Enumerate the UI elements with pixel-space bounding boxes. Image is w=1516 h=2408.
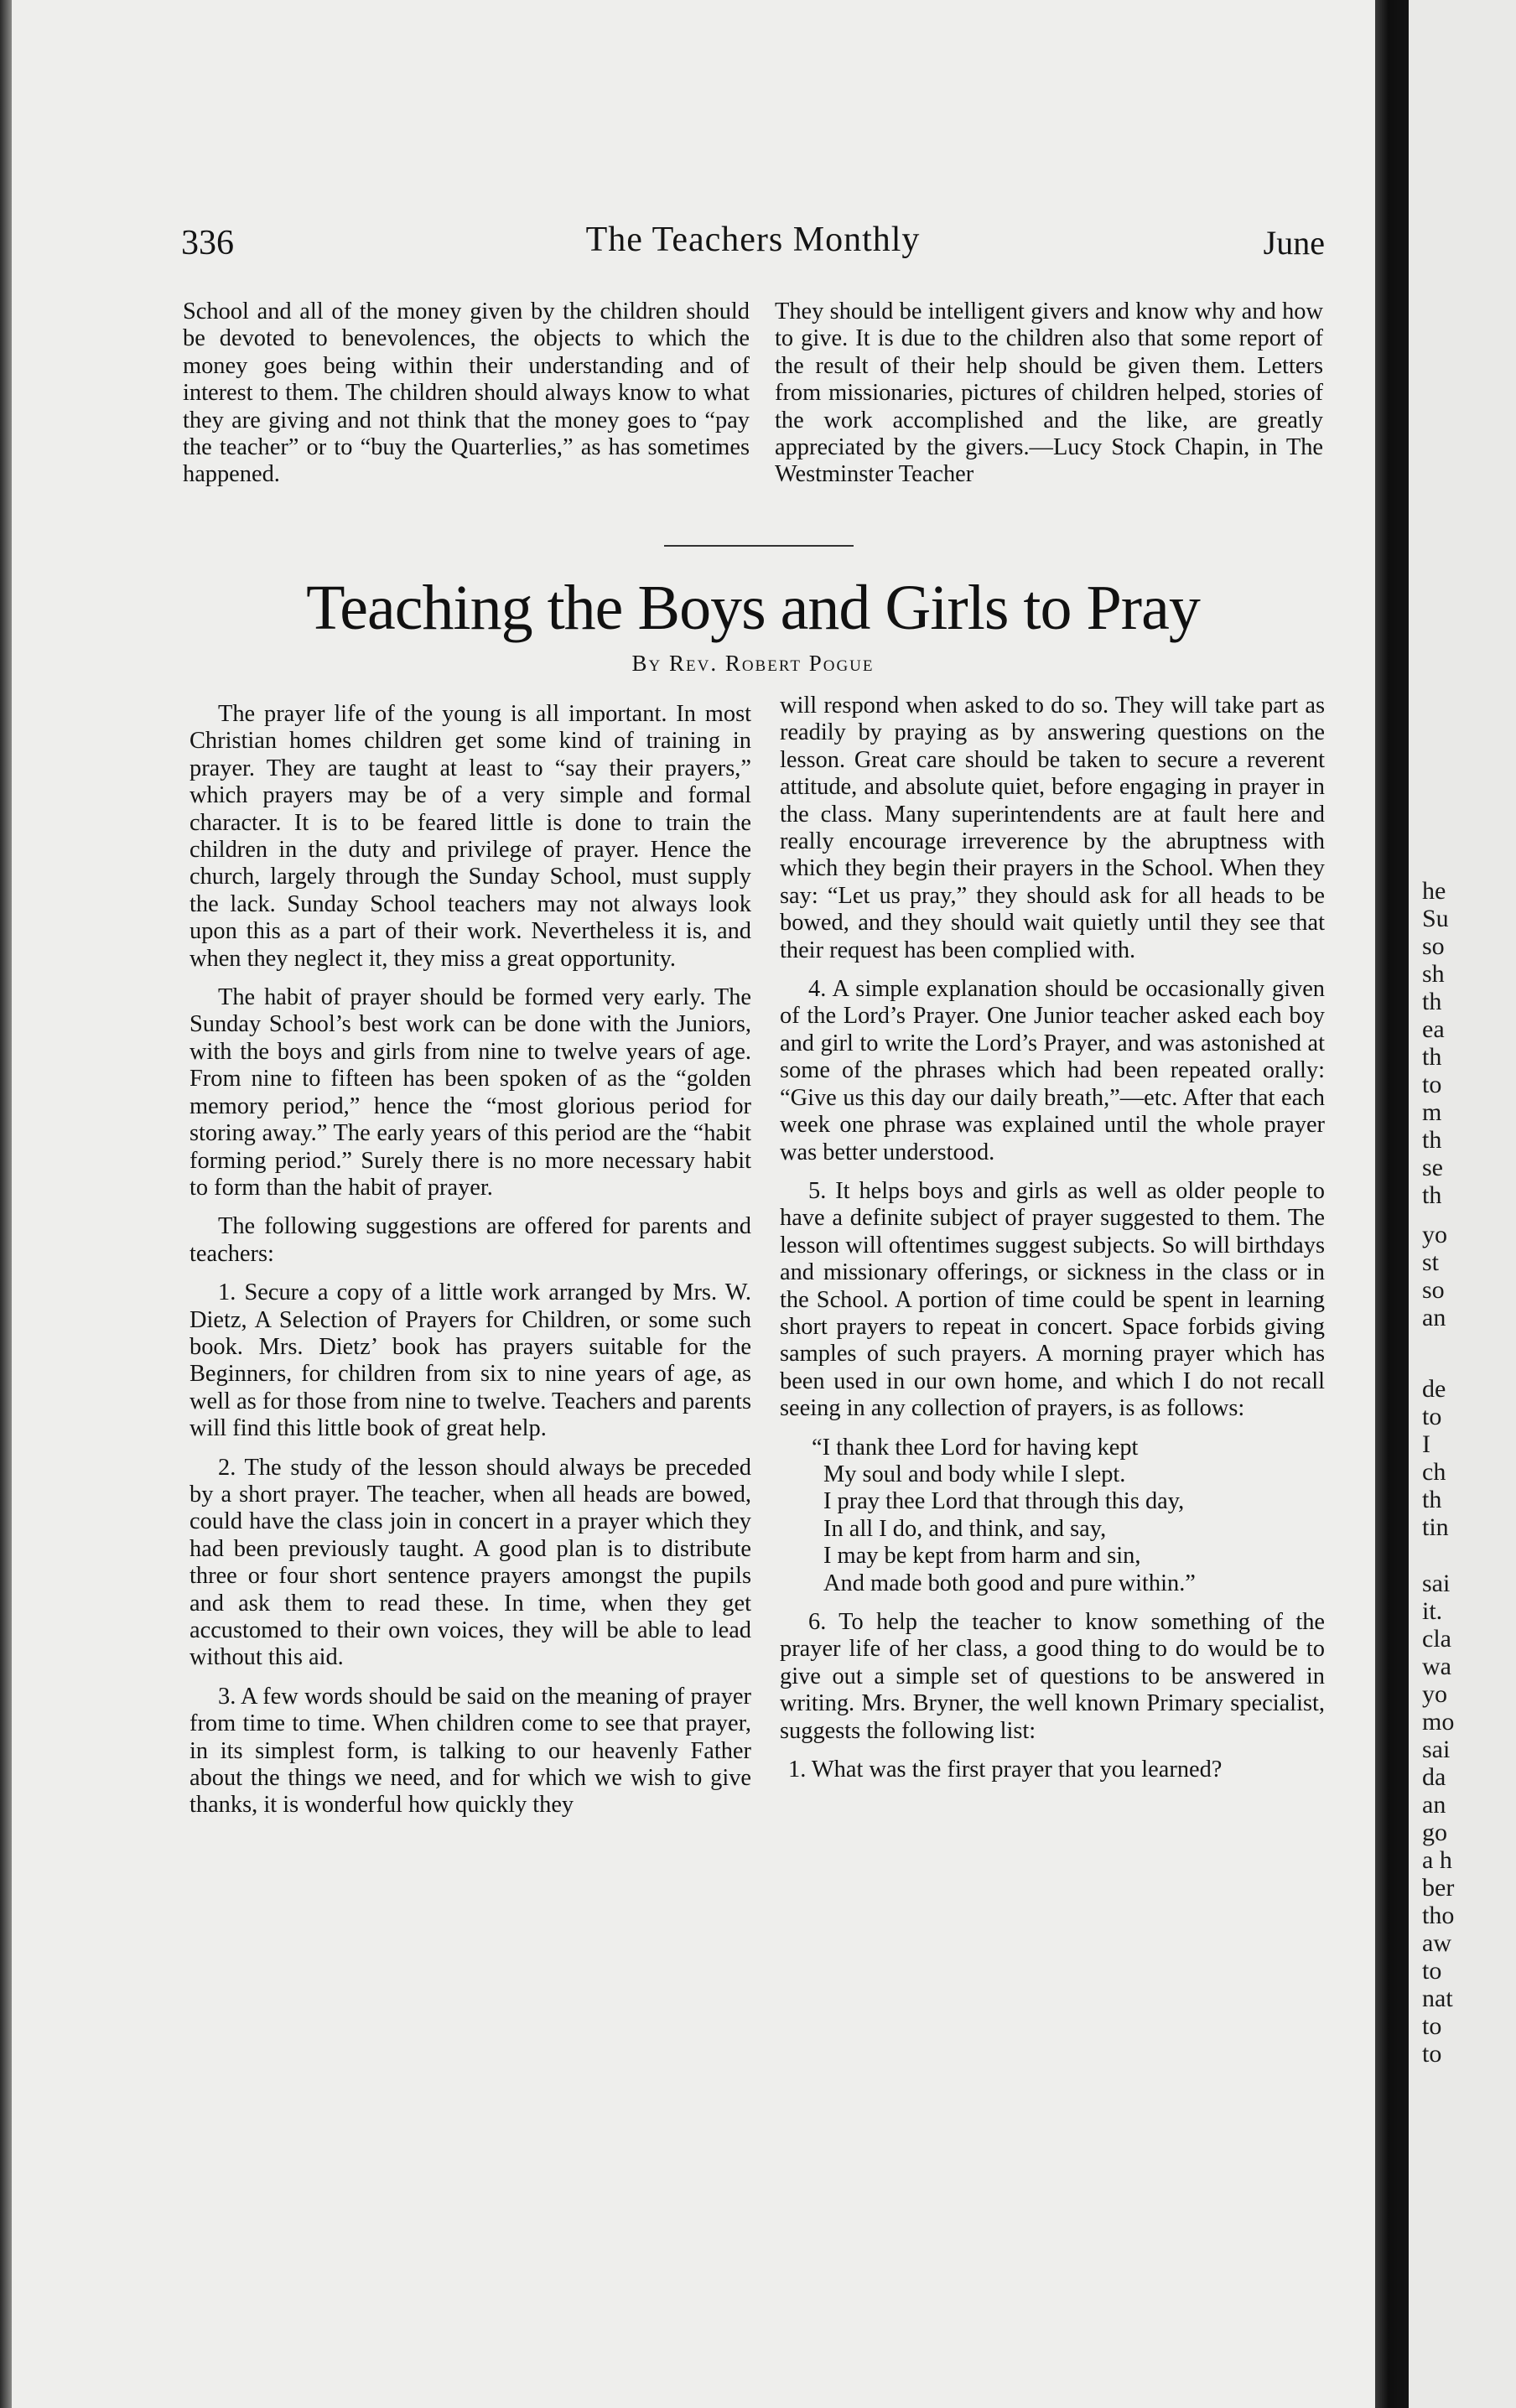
next-page-fragment: st <box>1422 1248 1440 1276</box>
next-page-fragment: m <box>1422 1098 1442 1126</box>
article-paragraph: will respond when asked to do so. They will take part as readily by praying as by answering questions on the lesson. Great care should be taken to secure a reverent attitude, and absolute quiet, before engaging in prayer in the class. Many superintendents are at fault here and really encourage irreverence by the abruptness with which they begin their prayers in the School. When they say: “Let us pray,” they should ask for all heads to be bowed, and they should wait quietly until they see that their request has been complied with. <box>780 693 1325 963</box>
next-page-fragment: aw <box>1422 1929 1451 1957</box>
next-page-fragment: go <box>1422 1819 1447 1846</box>
previous-article-paragraph: School and all of the money given by the children should be devoted to benevolences, the objects to which the money goes being within their understanding and of interest to them. The children should always know to what they are giving and not think that the money goes to “pay the teacher” or to “buy the Quarterlies,” as has sometimes happened. <box>183 298 750 488</box>
poem-line: I may be kept from harm and sin, <box>823 1543 1141 1570</box>
article-byline: By Rev. Robert Pogue <box>631 651 875 676</box>
next-page-fragment: da <box>1422 1763 1446 1791</box>
suggestion-6: 6. To help the teacher to know something of the prayer life of her class, a good thing to do would be to give out a simple set of questions to be answered in writing. Mrs. Bryner, the well known Primary specialist, suggests the following list: <box>780 1609 1325 1744</box>
scan-edge <box>0 0 12 2408</box>
page-number: 336 <box>181 224 234 262</box>
poem-line: In all I do, and think, and say, <box>823 1515 1107 1542</box>
next-page-fragment: an <box>1422 1304 1446 1331</box>
next-page-fragment: to <box>1422 1957 1442 1985</box>
article-paragraph: The prayer life of the young is all important. In most Christian homes children get some kind of training in prayer. They are taught at least to “say their prayers,” which prayers may be of a very simple and formal character. It is to be feared little is done to train the children in the duty and privilege of prayer. Hence the church, largely through the Sunday School, must supply the lack. Sunday School teachers may not always look upon this as a part of their work. Nevertheless it is, and when they neglect it, they miss a great opportunity. <box>190 701 751 972</box>
next-page-fragment: th <box>1422 988 1442 1015</box>
next-page-fragment: th <box>1422 1486 1442 1513</box>
next-page-fragment: de <box>1422 1375 1446 1403</box>
next-page-fragment: yo <box>1422 1680 1447 1708</box>
next-page-fragment: a h <box>1422 1846 1452 1874</box>
next-page-fragment: so <box>1422 932 1445 960</box>
next-page-fragment: ea <box>1422 1015 1445 1043</box>
previous-article-left-column <box>183 298 750 501</box>
next-page-fragment: ch <box>1422 1458 1446 1486</box>
next-page-fragment: so <box>1422 1276 1445 1304</box>
next-page-fragment: nat <box>1422 1985 1453 2012</box>
book-gutter <box>1375 0 1409 2408</box>
suggestion-4: 4. A simple explanation should be occasionally given of the Lord’s Prayer. One Junior teacher asked each boy and girl to write the Lord’s Prayer, and was astonished at some of the phrases which had been repeated orally: “Give us this day our daily breath,”—etc. After that each week one phrase was explained until the whole prayer was better understood. <box>780 976 1325 1165</box>
next-page-fragment: cla <box>1422 1625 1451 1653</box>
article-left-column <box>190 701 751 1831</box>
next-page-fragment: yo <box>1422 1221 1447 1248</box>
section-divider <box>664 545 854 547</box>
poem-line: And made both good and pure within.” <box>823 1570 1196 1596</box>
next-page-fragment: tho <box>1422 1902 1455 1929</box>
next-page-fragment: sai <box>1422 1736 1451 1763</box>
question-1: 1. What was the first prayer that you learned? <box>788 1757 1223 1783</box>
poem-line: I pray thee Lord that through this day, <box>823 1488 1185 1515</box>
next-page-fragment: Su <box>1422 905 1449 932</box>
suggestion-2: 2. The study of the lesson should always be preceded by a short prayer. The teacher, when all heads are bowed, could have the class join in concert in a prayer which they had been previously taught. A good plan is to distribute three or four short sentence prayers amongst the pupils and ask them to read these. In time, when they get accustomed to their own voices, they will be able to lead without this aid. <box>190 1454 751 1671</box>
next-page-fragment: to <box>1422 2012 1442 2040</box>
next-page-fragment: mo <box>1422 1708 1455 1736</box>
next-page-fragment: to <box>1422 1071 1442 1098</box>
suggestion-1: 1. Secure a copy of a little work arranged by Mrs. W. Dietz, A Selection of Prayers for Children, or some such book. Mrs. Dietz’ book has prayers suitable for the Beginners, for children from six to nine years of age, as well as for those from nine to twelve. Teachers and parents will find this little book of great help. <box>190 1279 751 1442</box>
next-page-fragment: tin <box>1422 1513 1449 1541</box>
next-page-fragment: th <box>1422 1126 1442 1154</box>
next-page-fragment: sh <box>1422 960 1445 988</box>
article-title: Teaching the Boys and Girls to Pray <box>306 573 1200 643</box>
next-page-fragment: se <box>1422 1154 1443 1181</box>
article-paragraph: The following suggestions are offered for parents and teachers: <box>190 1213 751 1267</box>
next-page-fragment: th <box>1422 1181 1442 1209</box>
next-page-fragment: wa <box>1422 1653 1451 1680</box>
running-head <box>181 220 1325 263</box>
previous-article-right-column <box>775 298 1323 501</box>
next-page-edge <box>1409 0 1516 2408</box>
next-page-fragment: ber <box>1422 1874 1455 1902</box>
next-page-fragment: it. <box>1422 1597 1443 1625</box>
poem-line: “I thank thee Lord for having kept <box>812 1434 1139 1461</box>
article-paragraph: The habit of prayer should be formed very early. The Sunday School’s best work can be done with the Juniors, with the boys and girls from nine to twelve years of age. From nine to fifteen has been spoken of as the “golden memory period,” hence the “most glorious period for storing away.” The early years of this period are the “habit forming period.” Surely there is no more necessary habit to form than the habit of prayer. <box>190 984 751 1201</box>
next-page-fragment: I <box>1422 1430 1430 1458</box>
article-right-column <box>780 693 1325 1795</box>
next-page-fragment: to <box>1422 1403 1442 1430</box>
previous-article-paragraph: They should be intelligent givers and know why and how to give. It is due to the children also that some report of the result of their help should be given them. Letters from missionaries, pictures of children helped, stories of the work accomplished and the like, are greatly appreciated by the givers.—Lucy Stock Chapin, in The Westminster Teacher <box>775 298 1323 488</box>
next-page-fragment: an <box>1422 1791 1446 1819</box>
poem-line: My soul and body while I slept. <box>823 1461 1126 1487</box>
journal-title: The Teachers Monthly <box>585 221 921 259</box>
next-page-fragment: he <box>1422 877 1446 905</box>
morning-prayer-poem <box>780 1435 1325 1597</box>
next-page-fragment: to <box>1422 2040 1442 2068</box>
next-page-fragment: sai <box>1422 1570 1451 1597</box>
suggestion-3: 3. A few words should be said on the meaning of prayer from time to time. When children come to see that prayer, in its simplest form, is talking to our heavenly Father about the things we need, and for which we wish to give thanks, it is wonderful how quickly they <box>190 1683 751 1819</box>
suggestion-5: 5. It helps boys and girls as well as older people to have a definite subject of prayer suggested to them. The lesson will oftentimes suggest subjects. So will birthdays and missionary offerings, or sickness in the class or in the School. A portion of time could be spent in learning short prayers to repeat in concert. Space forbids giving samples of such prayers. A morning prayer which has been used in our own home, and which I do not recall seeing in any collection of prayers, is as follows: <box>780 1177 1325 1422</box>
next-page-fragment: th <box>1422 1043 1442 1071</box>
issue-month: June <box>1263 224 1325 262</box>
